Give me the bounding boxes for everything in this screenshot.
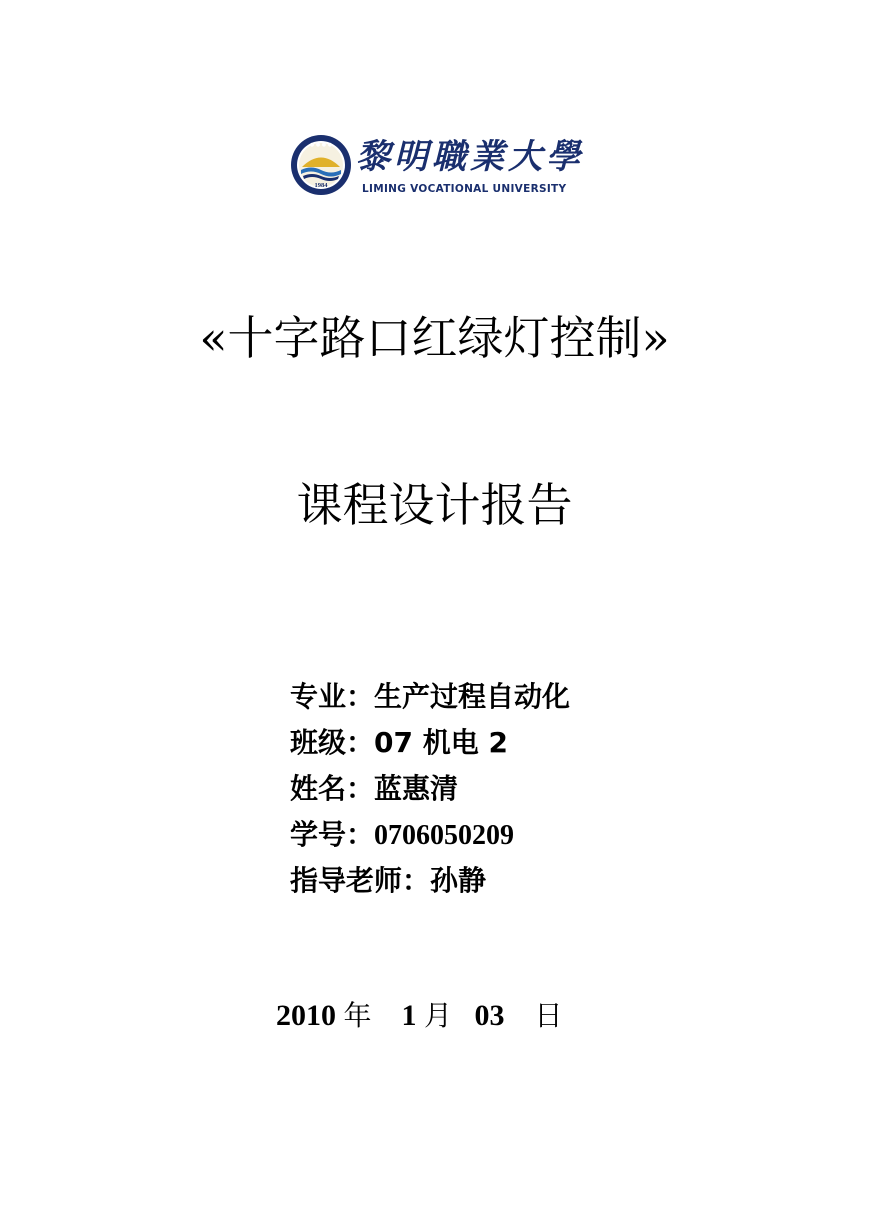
info-label: 姓名： [290,772,375,805]
university-name-en: LIMING VOCATIONAL UNIVERSITY [362,183,567,195]
date-day-unit: 日 [534,999,563,1032]
report-date [276,992,676,1040]
info-label: 学号： [290,818,375,851]
info-value: 生产过程自动化 [374,680,571,713]
info-value: 07 机电 2 [374,726,508,759]
info-value: 孙静 [430,864,487,897]
info-row-name [290,766,730,812]
info-row-class [290,720,730,766]
info-row-student-id [290,812,730,858]
date-year: 2010 [276,999,336,1032]
svg-text:1984: 1984 [314,182,328,189]
info-label: 班级： [290,726,375,759]
info-value: 0706050209 [374,820,515,851]
info-value: 蓝惠清 [374,772,459,805]
report-title: «十字路口红绿灯控制» [199,311,670,365]
svg-text:● ● ● ●: ● ● ● ● [309,142,333,148]
info-row-advisor [290,858,730,904]
date-month-unit: 月 [424,999,453,1032]
university-logo [290,134,584,200]
report-subtitle: 课程设计报告 [296,478,573,532]
date-year-unit: 年 [343,999,372,1032]
university-seal-icon [290,134,352,196]
student-info [290,674,730,904]
info-row-major [290,674,730,720]
date-day: 03 [474,999,505,1032]
info-label: 专业： [290,680,375,713]
date-month: 1 [401,999,417,1032]
info-label: 指导老师： [290,864,431,897]
university-name-cn: 黎明職業大學 [356,137,584,177]
